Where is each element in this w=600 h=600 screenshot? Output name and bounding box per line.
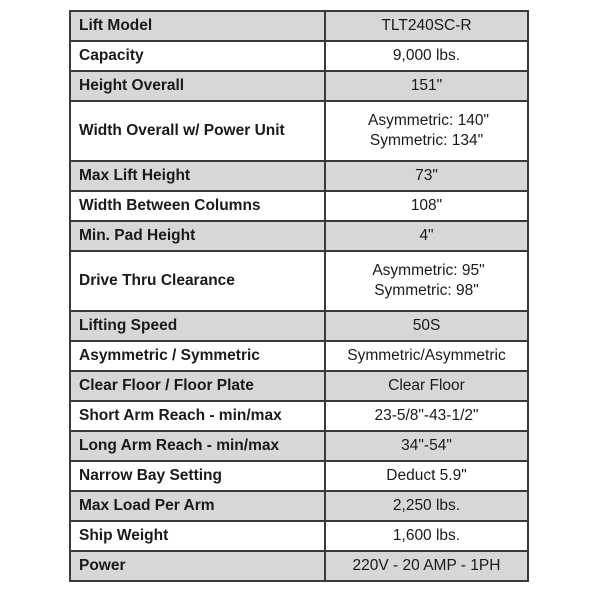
spec-value-line: Symmetric: 98" bbox=[374, 282, 479, 299]
spec-value: 151" bbox=[325, 71, 528, 101]
spec-label: Width Overall w/ Power Unit bbox=[70, 101, 325, 161]
table-row bbox=[70, 41, 528, 71]
spec-label: Lifting Speed bbox=[70, 311, 325, 341]
spec-value: TLT240SC-R bbox=[325, 11, 528, 41]
spec-value: Deduct 5.9" bbox=[325, 461, 528, 491]
spec-value: 50S bbox=[325, 311, 528, 341]
spec-value: 1,600 lbs. bbox=[325, 521, 528, 551]
spec-value: 9,000 lbs. bbox=[325, 41, 528, 71]
spec-label: Height Overall bbox=[70, 71, 325, 101]
spec-label: Width Between Columns bbox=[70, 191, 325, 221]
table-row bbox=[70, 341, 528, 371]
table-row bbox=[70, 371, 528, 401]
spec-label: Min. Pad Height bbox=[70, 221, 325, 251]
table-row bbox=[70, 101, 528, 161]
table-row bbox=[70, 11, 528, 41]
lift-spec-table bbox=[69, 10, 529, 582]
spec-label: Lift Model bbox=[70, 11, 325, 41]
spec-value: 108" bbox=[325, 191, 528, 221]
table-row bbox=[70, 461, 528, 491]
table-row bbox=[70, 161, 528, 191]
table-row bbox=[70, 251, 528, 311]
spec-value: 4" bbox=[325, 221, 528, 251]
spec-label: Asymmetric / Symmetric bbox=[70, 341, 325, 371]
spec-label: Max Load Per Arm bbox=[70, 491, 325, 521]
table-row bbox=[70, 431, 528, 461]
spec-value-line: Asymmetric: 140" bbox=[368, 112, 489, 129]
spec-label: Power bbox=[70, 551, 325, 581]
spec-label: Capacity bbox=[70, 41, 325, 71]
spec-value bbox=[325, 251, 528, 311]
spec-label: Long Arm Reach - min/max bbox=[70, 431, 325, 461]
spec-label: Short Arm Reach - min/max bbox=[70, 401, 325, 431]
spec-value: 2,250 lbs. bbox=[325, 491, 528, 521]
spec-value-line: Symmetric: 134" bbox=[369, 132, 484, 149]
spec-value: Clear Floor bbox=[325, 371, 528, 401]
spec-label: Drive Thru Clearance bbox=[70, 251, 325, 311]
table-row bbox=[70, 221, 528, 251]
table-row bbox=[70, 521, 528, 551]
spec-label: Clear Floor / Floor Plate bbox=[70, 371, 325, 401]
table-row bbox=[70, 191, 528, 221]
table-row bbox=[70, 551, 528, 581]
spec-value: Symmetric/Asymmetric bbox=[325, 341, 528, 371]
spec-label: Narrow Bay Setting bbox=[70, 461, 325, 491]
spec-value: 220V - 20 AMP - 1PH bbox=[325, 551, 528, 581]
spec-value: 73" bbox=[325, 161, 528, 191]
table-row bbox=[70, 401, 528, 431]
spec-value: 34"-54" bbox=[325, 431, 528, 461]
spec-value bbox=[325, 101, 528, 161]
table-row bbox=[70, 491, 528, 521]
table-row bbox=[70, 311, 528, 341]
spec-label: Max Lift Height bbox=[70, 161, 325, 191]
spec-value-line: Asymmetric: 95" bbox=[372, 262, 485, 279]
table-row bbox=[70, 71, 528, 101]
spec-value: 23-5/8"-43-1/2" bbox=[325, 401, 528, 431]
spec-label: Ship Weight bbox=[70, 521, 325, 551]
